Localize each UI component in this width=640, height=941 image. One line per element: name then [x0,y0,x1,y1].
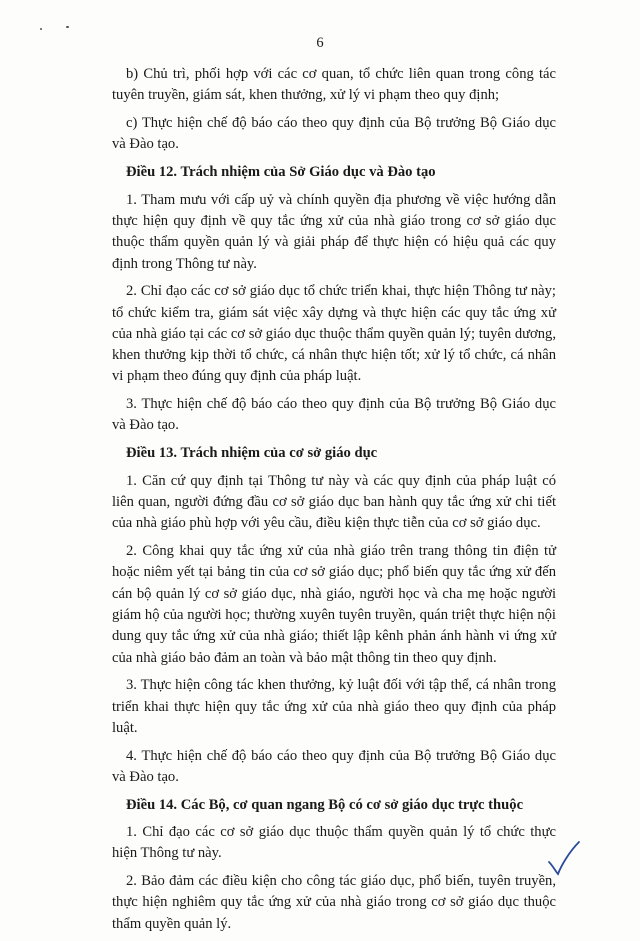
paragraph: 3. Thực hiện chế độ báo cáo theo quy định của Bộ trưởng Bộ Giáo dục và Đào tạo. [112,396,556,434]
paragraph: 1. Chỉ đạo các cơ sở giáo dục thuộc thẩm quyền quản lý tổ chức thực hiện Thông tư này. [112,824,556,862]
paragraph: 2. Công khai quy tắc ứng xử của nhà giáo trên trang thông tin điện tử hoặc niêm yết tại bảng tin của cơ sở giáo dục; phổ biến quy tắc ứng xử đến cán bộ quản lý cơ sở giáo dục, nhà giáo, người học và cha mẹ hoặc người giám hộ của người học; thường xuyên tuyên truyền, quán triệt thực hiện nội dung quy tắc ứng xử của nhà giáo; thiết lập kênh phản ánh hành vi ứng xử của nhà giáo bảo đảm an toàn và bảo mật thông tin theo quy định. [112,543,556,666]
paragraph: c) Thực hiện chế độ báo cáo theo quy định của Bộ trưởng Bộ Giáo dục và Đào tạo. [112,114,556,153]
page-number: 6 [316,35,324,51]
paragraph: b) Chủ trì, phối hợp với các cơ quan, tổ chức liên quan trong công tác tuyên truyền, giám sát, khen thưởng, xử lý vi phạm theo quy định; [112,66,556,104]
paragraph: 2. Bảo đảm các điều kiện cho công tác giáo dục, phổ biến, tuyên truyền, thực hiện nghiêm quy tắc ứng xử của nhà giáo trong cơ sở giáo dục thuộc thẩm quyền quản lý. [112,873,556,932]
paragraph: 2. Chỉ đạo các cơ sở giáo dục tổ chức triển khai, thực hiện Thông tư này; tổ chức kiểm tra, giám sát việc xây dựng và thực hiện các quy tắc ứng xử của nhà giáo tại các cơ sở giáo dục thuộc thẩm quyền quản lý; tuyên dương, khen thưởng kịp thời tổ chức, cá nhân thực hiện tốt; xử lý tổ chức, cá nhân vi phạm theo đúng quy định của pháp luật. [112,283,556,385]
paragraph: 3. Thực hiện công tác khen thưởng, kỷ luật đối với tập thể, cá nhân trong triển khai thực hiện quy tắc ứng xử của nhà giáo theo quy định của pháp luật. [112,677,556,736]
scan-speck [40,28,42,30]
paragraph: 1. Căn cứ quy định tại Thông tư này và các quy định của pháp luật có liên quan, người đứng đầu cơ sở giáo dục ban hành quy tắc ứng xử chi tiết của nhà giáo phù hợp với yêu cầu, điều kiện thực tiễn của cơ sở giáo dục. [112,472,556,532]
scan-speck [66,26,69,28]
document-body [112,64,556,941]
paragraph: 1. Tham mưu với cấp uỷ và chính quyền địa phương về việc hướng dẫn thực hiện quy định về quy tắc ứng xử của nhà giáo trong cơ sở giáo dục thuộc thẩm quyền quản lý và giải pháp để thực hiện có hiệu quả các quy định trong Thông tư này. [112,191,556,272]
article-heading: Điều 14. Các Bộ, cơ quan ngang Bộ có cơ sở giáo dục trực thuộc [126,796,524,813]
initial-signature-mark [545,838,585,878]
article-heading: Điều 13. Trách nhiệm của cơ sở giáo dục [126,445,378,462]
article-heading: Điều 12. Trách nhiệm của Sở Giáo dục và Đào tạo [126,163,436,180]
paragraph: 4. Thực hiện chế độ báo cáo theo quy định của Bộ trưởng Bộ Giáo dục và Đào tạo. [112,747,556,785]
